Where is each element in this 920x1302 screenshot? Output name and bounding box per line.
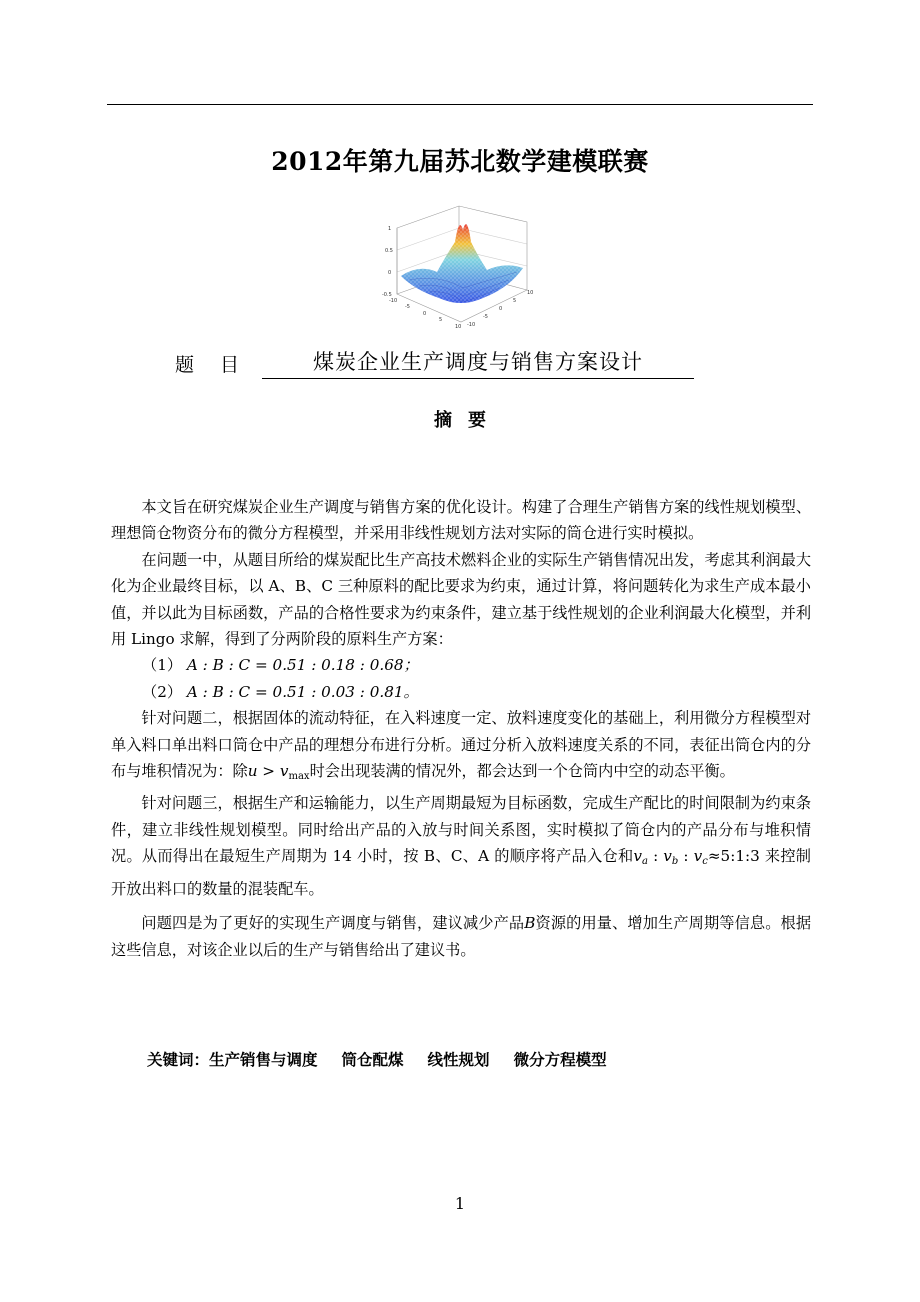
keywords	[147, 1048, 631, 1070]
topic-label: 题 目	[175, 354, 250, 376]
math-u: u	[247, 762, 258, 781]
z-tick: 1	[388, 226, 392, 232]
math-v: v	[279, 762, 289, 781]
keyword-item: 微分方程模型	[513, 1051, 607, 1069]
y-tick: -5	[405, 304, 410, 310]
text-run: 资源的用量、增加生产周期等信息。根据这些信息，对该企业以后的生产与销售给出了建议书。	[111, 914, 811, 959]
x-tick: -5	[483, 314, 488, 320]
math-B: B	[524, 914, 536, 933]
math-colon: :	[678, 847, 694, 866]
surface-plot-logo	[379, 202, 541, 330]
abstract-paragraph	[111, 910, 811, 963]
math-colon: :	[647, 847, 664, 866]
x-tick: 0	[499, 306, 503, 312]
abstract-body	[111, 494, 811, 963]
equation-text: A : B : C = 0.51 : 0.18 : 0.68；	[186, 656, 419, 675]
math-v: v	[633, 847, 642, 866]
math-subscript: a	[642, 856, 648, 868]
x-tick: -10	[467, 322, 476, 328]
topic-row	[0, 346, 920, 382]
x-tick: 5	[513, 298, 517, 304]
y-tick: 10	[455, 324, 462, 330]
abstract-paragraph: 本文旨在研究煤炭企业生产调度与销售方案的优化设计。构建了合理生产销售方案的线性规划模型、理想筒仓物资分布的微分方程模型，并采用非线性规划方法对实际的筒仓进行实时模拟。	[111, 498, 811, 543]
math-gt: >	[257, 762, 280, 781]
keyword-item: 生产销售与调度	[209, 1051, 318, 1069]
z-tick: -0.5	[382, 292, 392, 298]
abstract-paragraph	[111, 790, 811, 902]
ratio-equation-1	[111, 652, 811, 678]
equation-label: （2）	[142, 682, 183, 701]
math-v: v	[693, 847, 703, 866]
x-tick: 10	[527, 290, 534, 296]
equation-label: （1）	[142, 656, 183, 675]
abstract-paragraph: 在问题一中，从题目所给的煤炭配比生产高技术燃料企业的实际生产销售情况出发，考虑其利润最大化为企业最终目标，以 A、B、C 三种原料的配比要求为约束，通过计算，将问题转化为求生产成本最小值，并以此为目标函数，产品的合格性要求为约束条件，建立基于线性规划的企业利润最大化模型，并利用 Lingo 求解，得到了分两阶段的原料生产方案：	[111, 550, 811, 649]
equation-text: A : B : C = 0.51 : 0.03 : 0.81。	[186, 682, 419, 701]
text-run: ≈5:1:3 来控制开放出料口的数量的混装配车。	[111, 847, 811, 898]
topic-underline	[262, 378, 694, 379]
abstract-paragraph	[111, 705, 811, 790]
math-subscript: max	[288, 771, 310, 783]
z-tick: 0.5	[385, 248, 393, 254]
page-number: 1	[454, 1194, 466, 1213]
keyword-item: 筒仓配煤	[341, 1051, 404, 1069]
text-run: 针对问题三，根据生产和运输能力，以生产周期最短为目标函数，完成生产配比的时间限制为约束条件，建立非线性规划模型。同时给出产品的入放与时间关系图，实时模拟了筒仓内的产品分布与堆积情况。从而得出在最短生产周期为 14 小时，按 B、C、A 的顺序将产品入仓和	[111, 794, 811, 866]
math-v: v	[663, 847, 672, 866]
text-run: 问题四是为了更好的实现生产调度与销售，建议减少产品	[141, 914, 525, 933]
keyword-item: 线性规划	[427, 1051, 490, 1069]
y-tick: 0	[423, 311, 427, 317]
text-run: 针对问题二，根据固体的流动特征，在入料速度一定、放料速度变化的基础上，利用微分方程模型对单入料口单出料口筒仓中产品的理想分布进行分析。通过分析入放料速度关系的不同，表征出筒仓内的分布与堆积情况为：除	[111, 709, 811, 781]
header-rule	[107, 104, 813, 105]
topic-title: 煤炭企业生产调度与销售方案设计	[313, 350, 643, 374]
math-subscript: c	[702, 856, 708, 868]
ratio-equation-2	[111, 679, 811, 705]
text-run: 时会出现装满的情况外，都会达到一个仓筒内中空的动态平衡。	[309, 762, 735, 781]
z-tick: 0	[388, 270, 392, 276]
abstract-heading: 摘要	[434, 410, 502, 431]
keywords-label: 关键词：	[147, 1051, 210, 1069]
y-tick: 5	[439, 317, 443, 323]
math-subscript: b	[671, 856, 679, 868]
y-tick: -10	[389, 298, 398, 304]
competition-title: 2012年第九届苏北数学建模联赛	[271, 147, 649, 176]
